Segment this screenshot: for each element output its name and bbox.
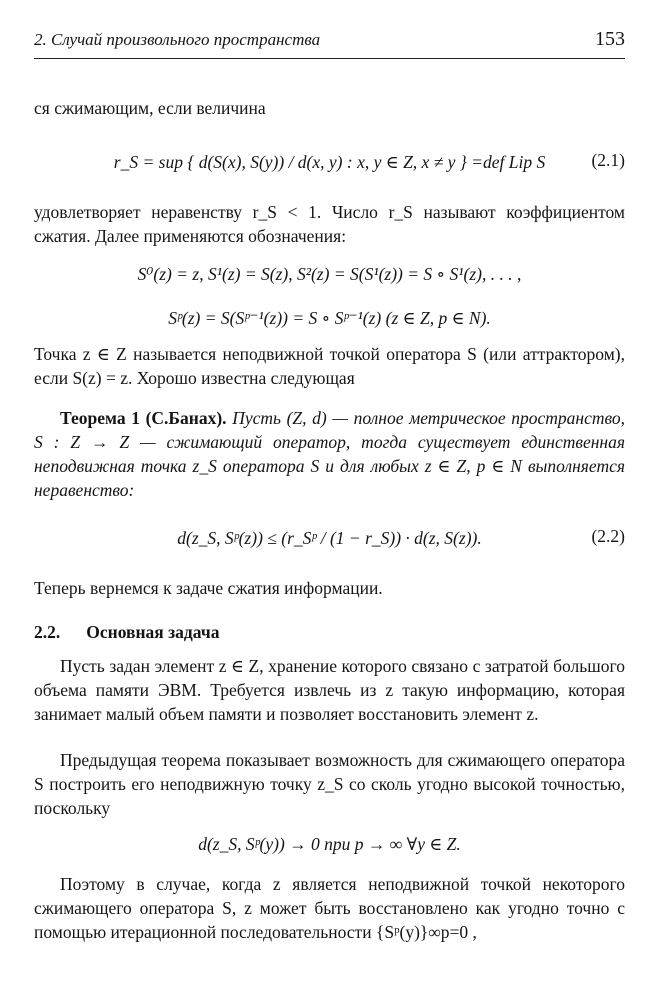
equation-number-2-2: (2.2) [591, 526, 625, 546]
paragraph-task: Пусть задан элемент z ∈ Z, хранение которого связано с затратой большого объема памяти ЭВМ. Требуется извлечь из z такую информацию, которая занимает малый объем памяти и позволяет восстановить элемент z. [34, 656, 625, 724]
equation-limit: d(z_S, Sᵖ(y)) → 0 при p → ∞ ∀y ∈ Z. [198, 834, 461, 854]
paragraph-final: Поэтому в случае, когда z является неподвижной точкой некоторого сжимающего оператора S, z может быть восстановлено как угодно точно с помощью итерационной последовательности {Sᵖ(y)}∞p=0 , [34, 874, 625, 942]
section-heading [34, 620, 625, 644]
theorem-text: Пусть (Z, d) — полное метрическое пространство, S : Z → Z — сжимающий оператор, тогда существует единственная неподвижная точка z_S оператора S и для любых z ∈ Z, p ∈ N выполняется неравенство: [34, 408, 625, 500]
page-number: 153 [595, 28, 625, 50]
paragraph-after-eq-2-1: удовлетворяет неравенству r_S < 1. Число r_S называют коэффициентом сжатия. Далее применяются обозначения: [34, 202, 625, 246]
section-title: Основная задача [86, 622, 220, 642]
paragraph-return: Теперь вернемся к задаче сжатия информации. [34, 578, 383, 598]
theorem-title: Теорема 1 (С.Банах). [60, 408, 227, 428]
running-title: 2. Случай произвольного пространства [34, 30, 321, 49]
paragraph-intro: ся сжимающим, если величина [34, 98, 266, 118]
equation-2-2: d(z_S, Sᵖ(z)) ≤ (r_Sᵖ / (1 − r_S)) · d(z, S(z)). [177, 528, 482, 548]
header-rule [34, 58, 625, 59]
equation-notation-1: S⁰(z) = z, S¹(z) = S(z), S²(z) = S(S¹(z)) = S ∘ S¹(z), . . . , [137, 264, 522, 284]
theorem-block [34, 406, 625, 502]
section-number: 2.2. [34, 622, 61, 642]
equation-number-2-1: (2.1) [591, 150, 625, 170]
paragraph-fixed-point: Точка z ∈ Z называется неподвижной точкой оператора S (или аттрактором), если S(z) = z. Хорошо известна следующая [34, 344, 625, 388]
page-header [34, 30, 625, 56]
paragraph-previous-theorem: Предыдущая теорема показывает возможность для сжимающего оператора S построить его неподвижную точку z_S со сколь угодно высокой точностью, поскольку [34, 750, 625, 818]
equation-2-1: r_S = sup { d(S(x), S(y)) / d(x, y) : x, y ∈ Z, x ≠ y } =def Lip S [113, 152, 546, 172]
equation-notation-2: Sᵖ(z) = S(Sᵖ⁻¹(z)) = S ∘ Sᵖ⁻¹(z) (z ∈ Z, p ∈ N). [168, 308, 491, 328]
